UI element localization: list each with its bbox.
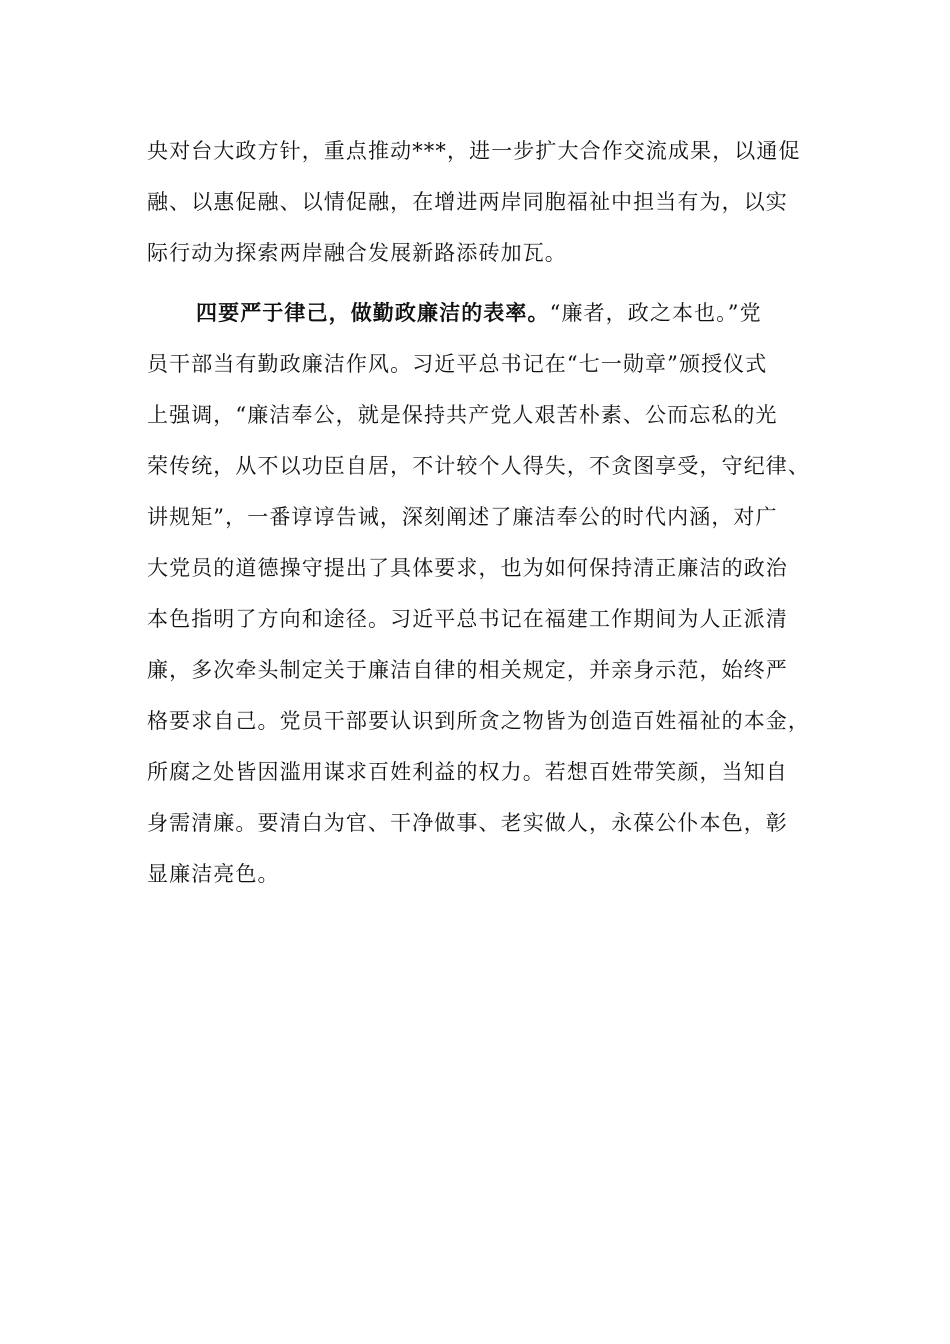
quote-text: “廉者，政之本也。”党 <box>549 301 762 325</box>
paragraph-line: 融、以惠促融、以情促融，在增进两岸同胞福祉中担当有为，以实 <box>147 190 788 214</box>
paragraph-line: 格要求自己。党员干部要认识到所贪之物皆为创造百姓福祉的本金， <box>147 709 810 733</box>
paragraph-line: 本色指明了方向和途径。习近平总书记在福建工作期间为人正派清 <box>147 607 788 631</box>
paragraph-line: 荣传统，从不以功臣自居，不计较个人得失，不贪图享受，守纪律、 <box>147 454 810 478</box>
paragraph-line: 讲规矩”，一番谆谆告诫，深刻阐述了廉洁奉公的时代内涵，对广 <box>147 505 778 529</box>
paragraph-line: 央对台大政方针，重点推动***，进一步扩大合作交流成果，以通促 <box>147 139 801 163</box>
paragraph-line: 上强调，“廉洁奉公，就是保持共产党人艰苦朴素、公而忘私的光 <box>147 403 778 427</box>
paragraph-line: 所腐之处皆因滥用谋求百姓利益的权力。若想百姓带笑颜，当知自 <box>147 760 788 784</box>
paragraph-line: 显廉洁亮色。 <box>147 862 280 886</box>
paragraph-line: 身需清廉。要清白为官、干净做事、老实做人，永葆公仆本色，彰 <box>147 811 788 835</box>
paragraph-line: 廉，多次牵头制定关于廉洁自律的相关规定，并亲身示范，始终严 <box>147 658 788 682</box>
paragraph-line: 际行动为探索两岸融合发展新路添砖加瓦。 <box>147 241 567 265</box>
paragraph-line: 员干部当有勤政廉洁作风。习近平总书记在“七一勋章”颁授仪式 <box>147 352 768 376</box>
paragraph-line: 大党员的道德操守提出了具体要求，也为如何保持清正廉洁的政治 <box>147 556 788 580</box>
paragraph-first-line <box>196 296 808 330</box>
section-heading: 四要严于律己，做勤政廉洁的表率。 <box>196 300 550 325</box>
